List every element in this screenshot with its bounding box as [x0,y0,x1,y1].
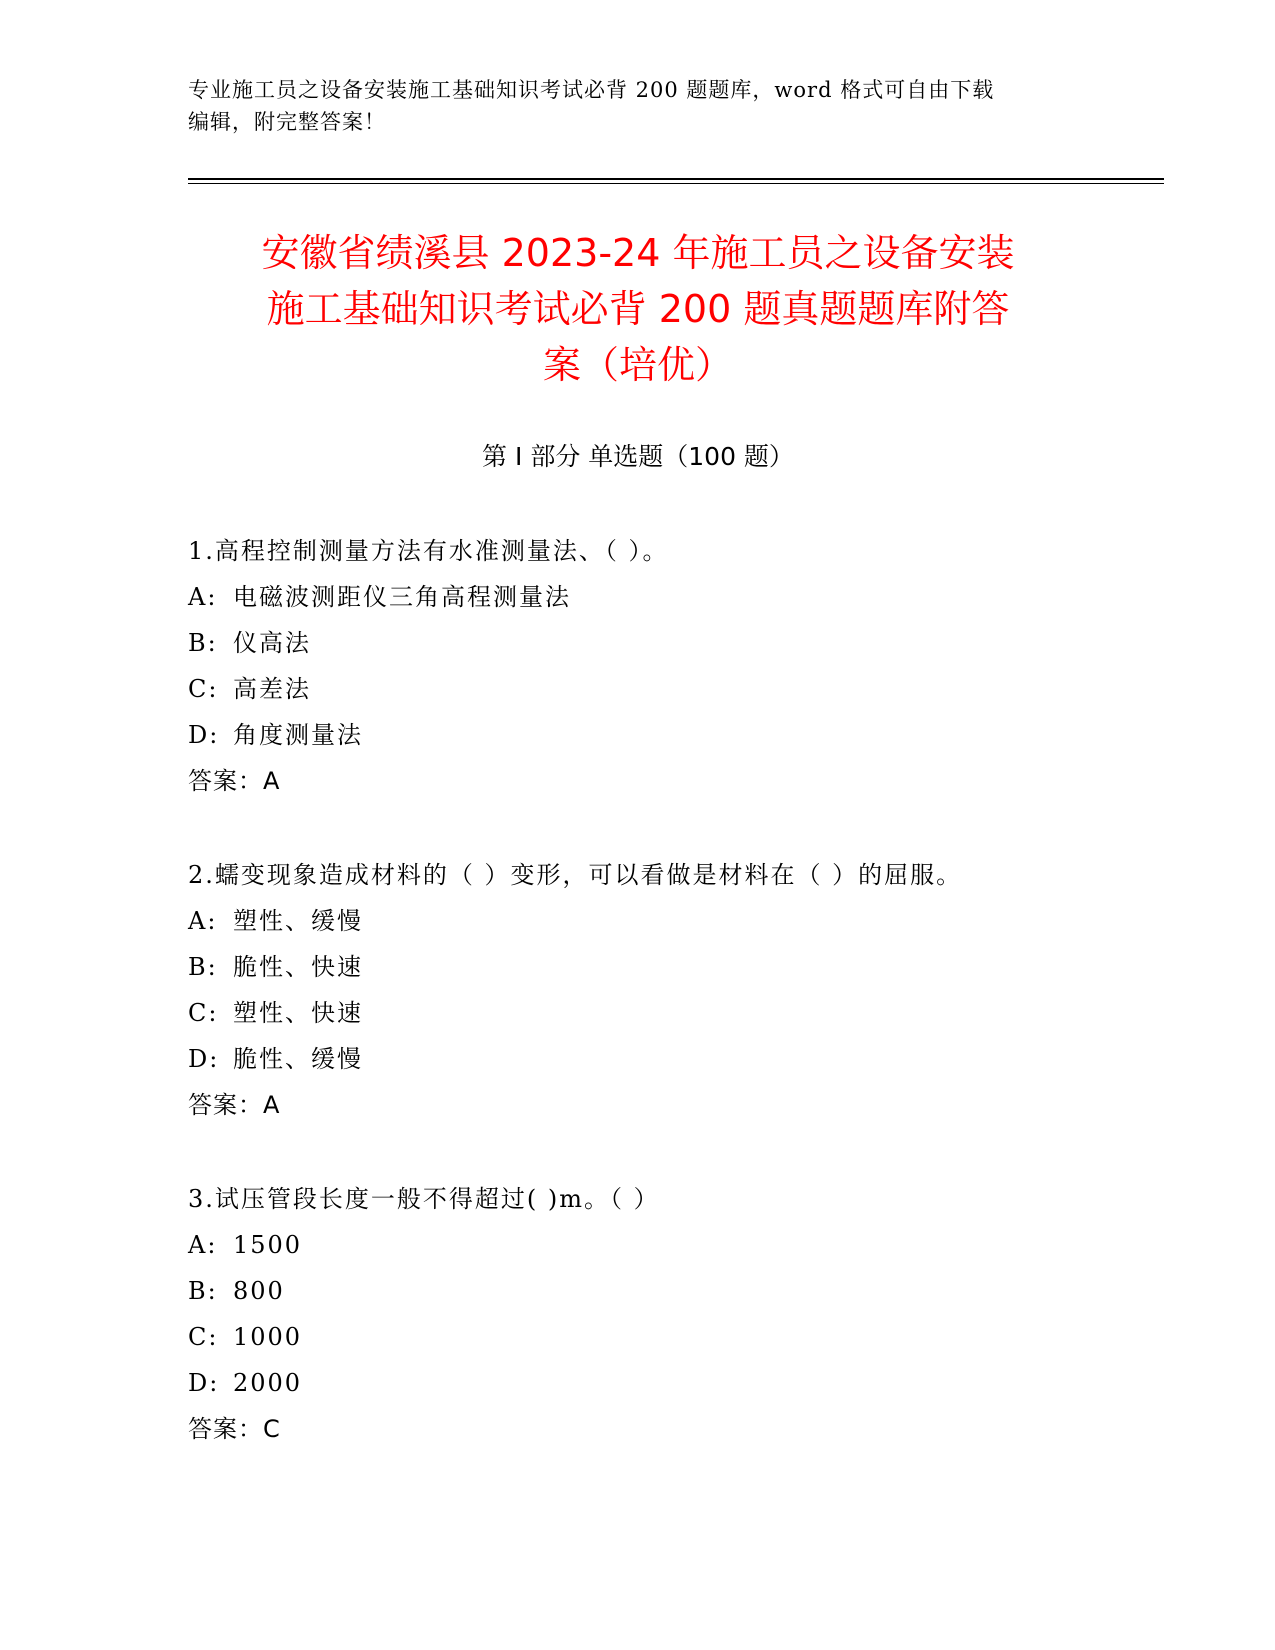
question-stem: 3.试压管段长度一般不得超过( )m。（ ） [188,1185,660,1213]
option-text: 脆性、快速 [233,953,363,981]
section-heading: 第 I 部分 单选题（100 题） [482,442,794,471]
answer-line [188,1406,1088,1452]
answer-value: A [263,1091,281,1119]
option-letter: B: [188,1277,218,1305]
option-letter: D: [188,721,220,749]
header-rule-thick [188,178,1164,180]
option-letter: B: [188,953,218,981]
option-text: 仪高法 [233,629,311,657]
option-b [188,620,1088,666]
answer-line [188,758,1088,804]
option-text: 塑性、快速 [233,999,363,1027]
question-list [188,528,1088,1500]
option-a [188,1222,1088,1268]
option-letter: C: [188,999,219,1027]
answer-label: 答案： [188,1091,263,1119]
document-title-line-3: 案（培优） [542,343,733,387]
header-note-line-2: 编辑，附完整答案！ [188,110,386,134]
option-letter: D: [188,1369,220,1397]
option-text: 塑性、缓慢 [233,907,363,935]
option-a [188,574,1088,620]
option-b [188,944,1088,990]
answer-value: C [263,1415,281,1443]
option-text: 脆性、缓慢 [233,1045,363,1073]
option-c [188,990,1088,1036]
option-letter: C: [188,675,219,703]
option-text: 高差法 [233,675,311,703]
option-letter: A: [188,583,218,611]
answer-label: 答案： [188,767,263,795]
answer-label: 答案： [188,1415,263,1443]
option-c [188,666,1088,712]
option-text: 1500 [233,1231,303,1259]
document-title [188,225,1088,393]
header-rule-thin [188,183,1164,184]
question-stem: 2.蠕变现象造成材料的（ ）变形，可以看做是材料在（ ）的屈服。 [188,861,963,889]
answer-line [188,1082,1088,1128]
option-d [188,712,1088,758]
option-text: 角度测量法 [233,721,363,749]
option-b [188,1268,1088,1314]
answer-value: A [263,767,281,795]
option-letter: B: [188,629,218,657]
option-text: 800 [233,1277,285,1305]
option-a [188,898,1088,944]
question-2 [188,852,1088,1128]
question-3 [188,1176,1088,1452]
option-d [188,1360,1088,1406]
document-title-line-2: 施工基础知识考试必背 200 题真题题库附答 [266,287,1010,331]
option-c [188,1314,1088,1360]
option-letter: C: [188,1323,219,1351]
option-letter: A: [188,907,218,935]
option-text: 电磁波测距仪三角高程测量法 [233,583,571,611]
option-letter: A: [188,1231,218,1259]
option-text: 2000 [233,1369,303,1397]
option-text: 1000 [233,1323,303,1351]
question-stem: 1.高程控制测量方法有水准测量法、（ ）。 [188,537,669,565]
option-letter: D: [188,1045,220,1073]
document-title-line-1: 安徽省绩溪县 2023-24 年施工员之设备安装 [261,231,1015,275]
question-1 [188,528,1088,804]
header-note [188,74,1068,138]
option-d [188,1036,1088,1082]
header-note-line-1: 专业施工员之设备安装施工基础知识考试必背 200 题题库，word 格式可自由下载 [188,78,995,102]
